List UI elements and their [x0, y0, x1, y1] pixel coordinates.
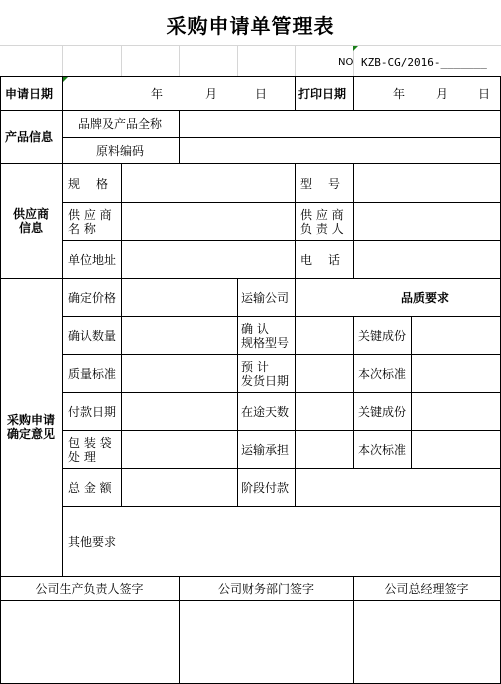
total-amount-label: 总 金 额 [68, 481, 112, 495]
grid-line [62, 76, 63, 576]
opinion-label [0, 413, 62, 441]
confirm-spec-label [241, 322, 289, 350]
ship-date-label [241, 360, 289, 388]
sign-finance-label: 公司财务部门签字 [217, 582, 314, 596]
address-label: 单位地址 [68, 253, 117, 267]
packing-line2: 处 理 [68, 450, 96, 464]
grid-line [237, 278, 238, 506]
confirm-spec-line1: 确 认 [241, 322, 269, 336]
key-ingredient-label-2: 关键成份 [358, 405, 407, 419]
confirm-spec-line2: 规格型号 [241, 336, 290, 350]
supplier-contact-label [300, 208, 344, 236]
grid-line [0, 600, 501, 601]
sign-gm-label: 公司总经理签字 [384, 582, 469, 596]
opinion-label-line2: 确定意见 [6, 427, 55, 441]
material-code-label: 原料编码 [96, 144, 145, 158]
grid-line [179, 110, 180, 163]
no-value[interactable]: KZB-CG/2016-_______ [361, 56, 487, 69]
this-std-label-1: 本次标准 [358, 367, 407, 381]
grid-line [0, 110, 501, 111]
brand-label: 品牌及产品全称 [78, 117, 163, 131]
product-info-label: 产品信息 [5, 130, 54, 144]
packing-label [68, 436, 112, 464]
grid-line [62, 45, 63, 76]
supplier-contact-line2: 负 责 人 [300, 222, 344, 236]
stage-pay-label: 阶段付款 [241, 481, 290, 495]
page-title: 采购申请单管理表 [166, 14, 335, 38]
price-label: 确定价格 [68, 291, 117, 305]
spec-label: 规格 [68, 177, 125, 191]
ship-date-line2: 发货日期 [241, 374, 290, 388]
supplier-name-label [68, 208, 112, 236]
supplier-contact-line1: 供 应 商 [300, 208, 344, 222]
grid-line [237, 45, 238, 76]
apply-date-label: 申请日期 [5, 87, 54, 101]
grid-line [62, 202, 501, 203]
grid-line [62, 137, 501, 138]
quality-std-label: 质量标准 [68, 367, 117, 381]
grid-line [62, 468, 501, 469]
apply-year: 年 [151, 87, 164, 101]
grid-line [0, 76, 501, 77]
print-date-label: 打印日期 [298, 87, 347, 101]
apply-month: 月 [205, 87, 218, 101]
grid-line [62, 354, 501, 355]
transit-days-label: 在途天数 [241, 405, 290, 419]
supplier-label-line1: 供应商 [12, 207, 49, 221]
grid-line [62, 506, 501, 507]
supplier-name-line2: 名 称 [68, 222, 96, 236]
opinion-label-line1: 采购申请 [6, 413, 55, 427]
grid-line [0, 576, 501, 577]
cell-marker [63, 77, 68, 82]
grid-line [295, 76, 296, 110]
supplier-label-line2: 信息 [18, 221, 43, 235]
supplier-name-line1: 供 应 商 [68, 208, 112, 222]
grid-line [295, 163, 296, 278]
grid-line [295, 278, 296, 506]
sign-production-label: 公司生产负责人签字 [35, 582, 144, 596]
grid-line [121, 45, 122, 76]
no-label: NO [338, 57, 354, 68]
pay-date-label: 付款日期 [68, 405, 117, 419]
grid-line [62, 240, 501, 241]
grid-line [0, 278, 501, 279]
print-month: 月 [436, 87, 449, 101]
grid-line [0, 45, 501, 46]
grid-line [62, 430, 501, 431]
this-std-label-2: 本次标准 [358, 443, 407, 457]
transport-bear-label: 运输承担 [241, 443, 290, 457]
key-ingredient-label-1: 关键成份 [358, 329, 407, 343]
grid-line [179, 45, 180, 76]
cell-marker [353, 46, 358, 51]
grid-line [121, 163, 122, 506]
print-day: 日 [478, 87, 491, 101]
grid-line [295, 45, 296, 76]
model-label: 型号 [300, 177, 357, 191]
grid-line [353, 316, 354, 468]
print-year: 年 [393, 87, 406, 101]
other-req-label: 其他要求 [68, 535, 117, 549]
packing-line1: 包 装 袋 [68, 436, 112, 450]
apply-day: 日 [255, 87, 268, 101]
grid-line [0, 163, 501, 164]
transport-company-label: 运输公司 [241, 291, 290, 305]
supplier-label [0, 207, 62, 235]
qty-label: 确认数量 [68, 329, 117, 343]
quality-req-label: 品质要求 [401, 291, 450, 305]
grid-line [411, 316, 412, 468]
grid-line [62, 392, 501, 393]
phone-label: 电话 [300, 253, 357, 267]
grid-line [353, 76, 354, 110]
grid-line [62, 316, 501, 317]
ship-date-line1: 预 计 [241, 360, 269, 374]
